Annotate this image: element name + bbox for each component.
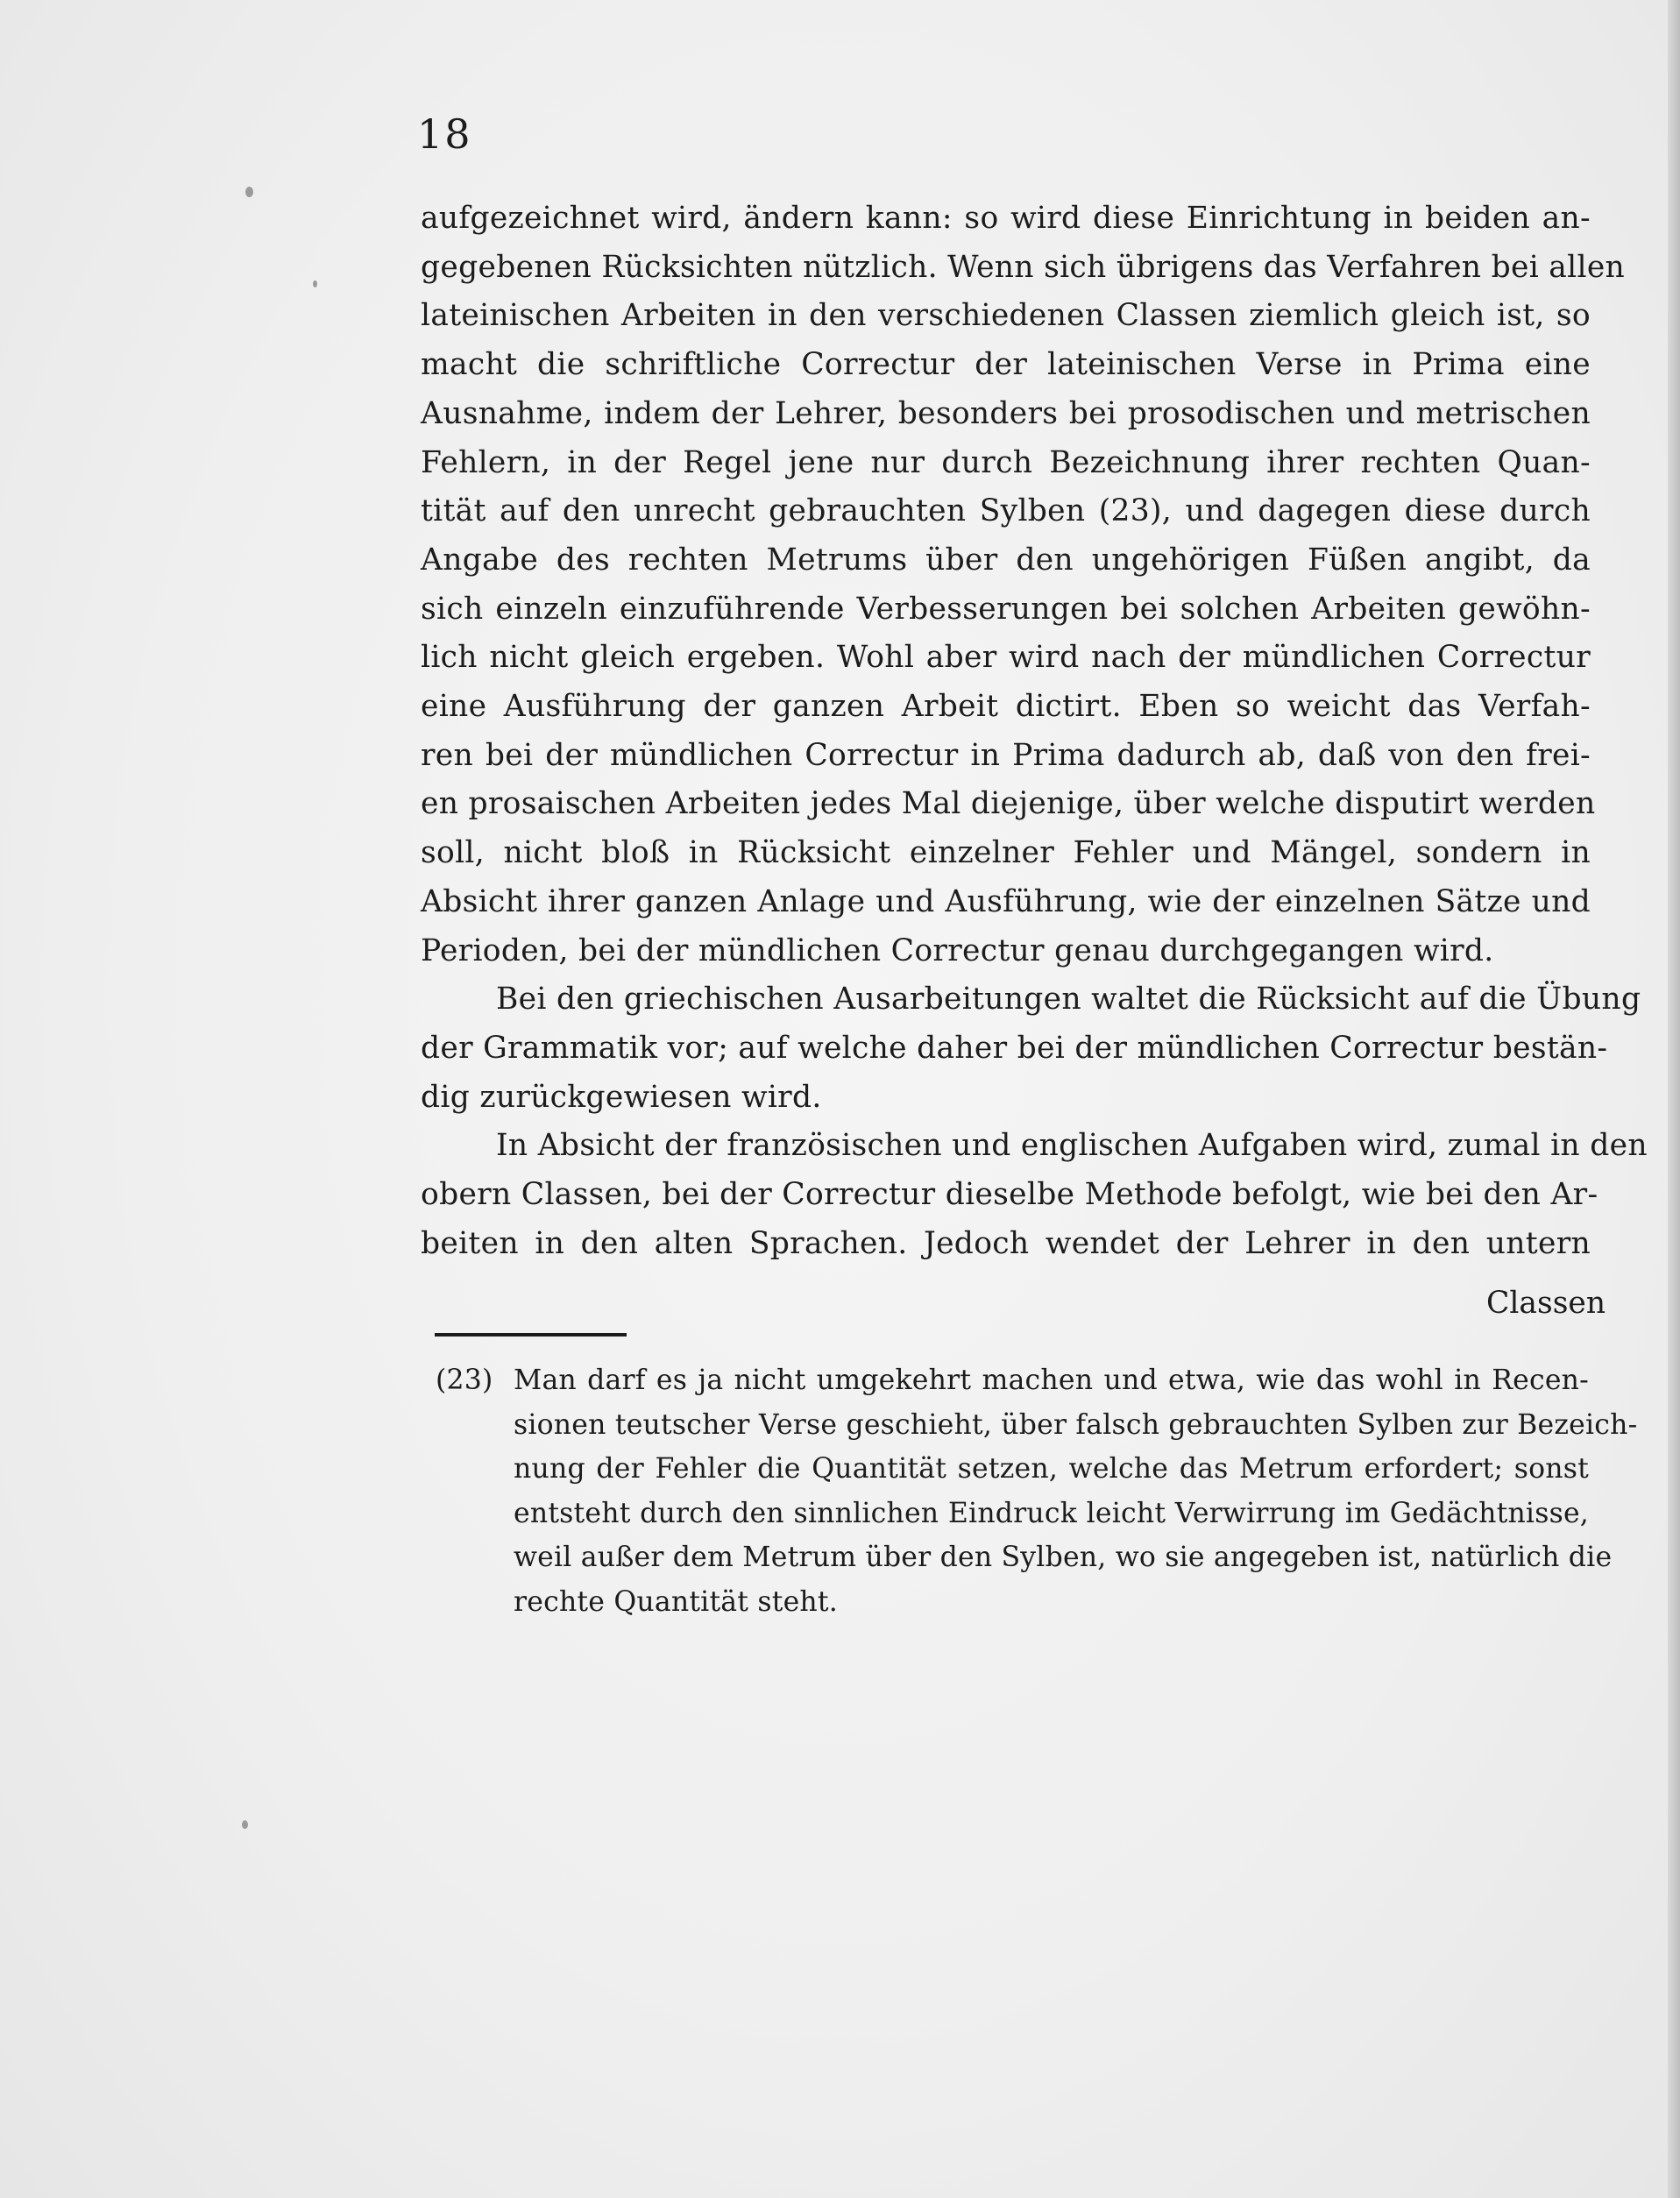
text-line: ren bei der mündlichen Correctur in Prima dadurch ab, daß von den frei- xyxy=(421,737,1591,773)
text-line: macht die schriftliche Correctur der lateinischen Verse in Prima eine xyxy=(421,347,1591,383)
main-text xyxy=(421,195,1648,1268)
footnote-rule xyxy=(435,1333,627,1337)
text-line: dig zurückgewiesen wird. xyxy=(421,1079,822,1115)
page-number: 18 xyxy=(417,110,472,158)
footnote-line: nung der Fehler die Quantität setzen, welche das Metrum erfordert; sonst xyxy=(514,1453,1589,1485)
text-line: Angabe des rechten Metrums über den ungehörigen Füßen angibt, da xyxy=(421,542,1591,578)
paper-speck xyxy=(313,280,317,287)
text-line: lich nicht gleich ergeben. Wohl aber wird nach der mündlichen Correctur xyxy=(421,640,1591,676)
text-line: Perioden, bei der mündlichen Correctur genau durchgegangen wird. xyxy=(421,932,1494,968)
text-line: Ausnahme, indem der Lehrer, besonders bei prosodischen und metrischen xyxy=(421,395,1591,431)
text-line: tität auf den unrecht gebrauchten Sylben (23), und dagegen diese durch xyxy=(421,493,1591,529)
paper-speck xyxy=(242,1820,248,1829)
footnote-line: weil außer dem Metrum über den Sylben, wo sie angegeben ist, natürlich die xyxy=(514,1542,1613,1573)
text-line: Bei den griechischen Ausarbeitungen waltet die Rücksicht auf die Übung xyxy=(496,982,1641,1017)
text-line: eine Ausführung der ganzen Arbeit dictirt. Eben so weicht das Verfah- xyxy=(421,689,1591,725)
footnote-marker: (23) xyxy=(436,1365,493,1396)
text-line: aufgezeichnet wird, ändern kann: so wird diese Einrichtung in beiden an- xyxy=(421,201,1591,236)
footnote-text xyxy=(514,1358,1638,1624)
text-line: en prosaischen Arbeiten jedes Mal diejenige, über welche disputirt werden xyxy=(421,786,1596,822)
text-line: beiten in den alten Sprachen. Jedoch wendet der Lehrer in den untern xyxy=(421,1225,1591,1261)
text-line: obern Classen, bei der Correctur dieselbe Methode befolgt, wie bei den Ar- xyxy=(421,1177,1598,1213)
footnote-line: sionen teutscher Verse geschieht, über falsch gebrauchten Sylben zur Bezeich- xyxy=(514,1408,1638,1441)
footnote-line: Man darf es ja nicht umgekehrt machen und etwa, wie das wohl in Recen- xyxy=(514,1365,1589,1396)
text-line: der Grammatik vor; auf welche daher bei der mündlichen Correctur bestän- xyxy=(421,1030,1608,1066)
text-line: Fehlern, in der Regel jene nur durch Bezeichnung ihrer rechten Quan- xyxy=(421,444,1591,480)
page-edge-shadow xyxy=(1668,0,1680,2198)
text-line: lateinischen Arbeiten in den verschiedenen Classen ziemlich gleich ist, so xyxy=(421,298,1591,334)
text-line: sich einzeln einzuführende Verbesserungen bei solchen Arbeiten gewöhn- xyxy=(421,591,1591,627)
catchword: Classen xyxy=(1486,1286,1606,1321)
text-line: In Absicht der französischen und englischen Aufgaben wird, zumal in den xyxy=(496,1128,1648,1164)
text-line: soll, nicht bloß in Rücksicht einzelner Fehler und Mängel, sondern in xyxy=(421,835,1591,871)
text-line: gegebenen Rücksichten nützlich. Wenn sich übrigens das Verfahren bei allen xyxy=(421,249,1626,285)
footnote-line: entsteht durch den sinnlichen Eindruck leicht Verwirrung im Gedächtnisse, xyxy=(514,1497,1589,1529)
paper-speck xyxy=(245,187,253,197)
text-line: Absicht ihrer ganzen Anlage und Ausführung, wie der einzelnen Sätze und xyxy=(421,883,1591,919)
footnote-line: rechte Quantität steht. xyxy=(514,1585,838,1618)
